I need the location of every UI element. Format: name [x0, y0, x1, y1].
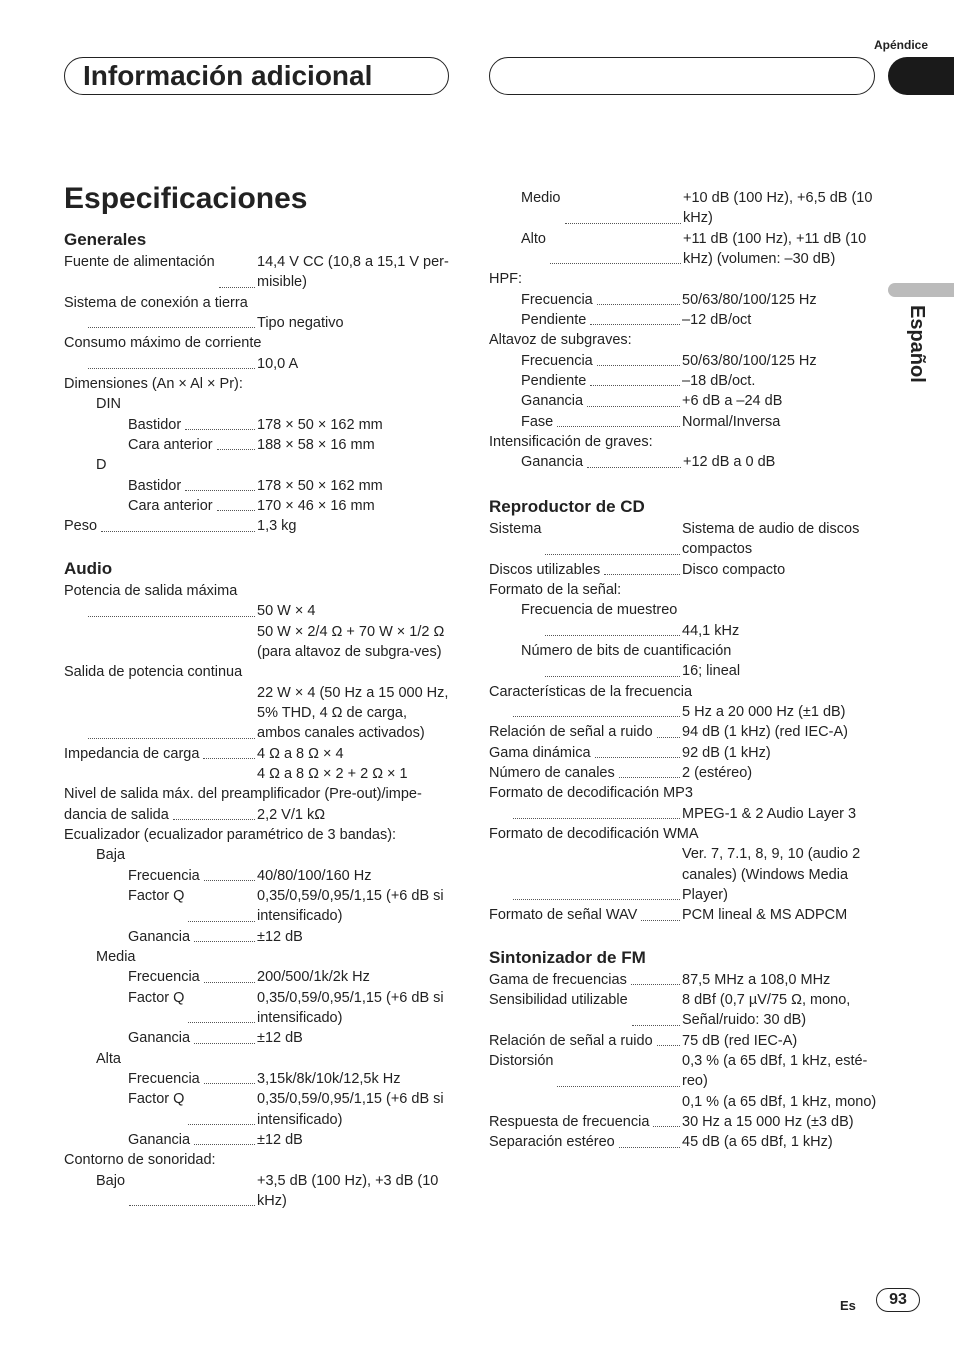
- leader-dots: [632, 990, 680, 1026]
- spec-value: 75 dB (red IEC-A): [682, 1032, 798, 1049]
- spec-label: Sistema de conexión a tierra: [64, 294, 248, 311]
- spec-label: Pendiente: [521, 312, 587, 329]
- leader-dots: [545, 621, 680, 636]
- spec-label: Frecuencia: [521, 291, 593, 308]
- spec-value: 14,4 V CC (10,8 a 15,1 V per-misible): [257, 254, 449, 291]
- page-title: Especificaciones: [64, 182, 308, 215]
- spec-label: Formato de la señal:: [489, 581, 622, 598]
- spec-row: [489, 1092, 879, 1112]
- spec-label: HPF:: [489, 271, 523, 288]
- spec-row: [64, 435, 454, 455]
- spec-row: [64, 683, 454, 744]
- spec-value: 50 W × 4: [257, 603, 316, 620]
- spec-value: –12 dB/oct: [682, 312, 752, 329]
- spec-label: Cara anterior: [128, 498, 213, 515]
- spec-row: [64, 1069, 454, 1089]
- spec-label: Alto: [521, 230, 546, 247]
- spec-row: [489, 804, 879, 824]
- spec-row: [64, 1130, 454, 1150]
- spec-label: Características de la frecuencia: [489, 683, 693, 700]
- spec-value: 0,35/0,59/0,95/1,15 (+6 dB si intensificado): [257, 1091, 444, 1128]
- spec-value: 2,2 V/1 kΩ: [257, 806, 326, 823]
- leader-dots: [188, 1089, 255, 1125]
- spec-row: [489, 722, 879, 742]
- leader-dots: [631, 970, 680, 985]
- leader-dots: [550, 229, 681, 265]
- spec-row: [489, 310, 879, 330]
- leader-dots: [619, 763, 680, 778]
- spec-label: Ganancia: [128, 1132, 191, 1149]
- spec-value: 16; lineal: [682, 663, 741, 680]
- spec-label: Relación de señal a ruido: [489, 1032, 653, 1049]
- spec-row: [489, 763, 879, 783]
- spec-label: Frecuencia: [128, 969, 200, 986]
- spec-value: 0,3 % (a 65 dBf, 1 kHz, esté-reo): [682, 1053, 868, 1090]
- spec-row: [489, 661, 879, 681]
- spec-label: Fase: [521, 413, 554, 430]
- leader-dots: [203, 744, 255, 759]
- spec-label: Nivel de salida máx. del preamplificador (Pre-out)/impe-: [64, 786, 422, 803]
- spec-label: Ecualizador (ecualizador paramétrico de 3 bandas):: [64, 826, 397, 843]
- spec-label: Salida de potencia continua: [64, 664, 243, 681]
- spec-label: Número de bits de cuantificación: [521, 642, 732, 659]
- spec-row: [64, 744, 454, 764]
- spec-label: Dimensiones (An × Al × Pr):: [64, 376, 243, 393]
- section-heading-cd: Reproductor de CD: [489, 496, 645, 516]
- spec-value: 200/500/1k/2k Hz: [257, 969, 370, 986]
- spec-label: Medio: [521, 190, 561, 206]
- spec-value: 4 Ω a 8 Ω × 2 + 2 Ω × 1: [257, 765, 408, 782]
- spec-label: Ganancia: [128, 1030, 191, 1047]
- spec-label: Formato de decodificación MP3: [489, 785, 693, 802]
- section-heading-generales: Generales: [64, 230, 147, 249]
- language-code: Es: [840, 1298, 856, 1313]
- spec-row: [489, 351, 879, 371]
- spec-row: [489, 1112, 879, 1132]
- spec-row: [489, 229, 879, 270]
- leader-dots: [88, 601, 255, 616]
- spec-label: Gama dinámica: [489, 744, 591, 761]
- spec-sublabel: DIN: [96, 396, 121, 413]
- spec-row: [489, 188, 879, 229]
- spec-row: [489, 844, 879, 905]
- spec-value: 30 Hz a 15 000 Hz (±3 dB): [682, 1114, 854, 1131]
- spec-row: [64, 252, 454, 293]
- spec-label: Sistema: [489, 520, 542, 537]
- spec-row: [64, 967, 454, 987]
- spec-row: [489, 519, 879, 560]
- spec-row: [64, 496, 454, 516]
- leader-dots: [557, 412, 680, 427]
- spec-sublabel: D: [96, 457, 107, 474]
- leader-dots: [188, 988, 255, 1024]
- leader-dots: [597, 351, 680, 366]
- leader-dots: [194, 1130, 255, 1145]
- spec-row: [64, 516, 454, 536]
- spec-value: Disco compacto: [682, 561, 786, 578]
- spec-value: 92 dB (1 kHz): [682, 744, 771, 761]
- leader-dots: [565, 188, 682, 224]
- spec-label: Peso: [64, 518, 98, 535]
- leader-dots: [204, 967, 255, 982]
- spec-row: [64, 866, 454, 886]
- spec-sublabel: Baja: [96, 847, 126, 864]
- spec-row: [489, 452, 879, 472]
- spec-label: Cara anterior: [128, 437, 213, 454]
- spec-row: [489, 391, 879, 411]
- spec-value: 44,1 kHz: [682, 622, 740, 639]
- section-title: Información adicional: [83, 60, 373, 91]
- spec-label: Intensificación de graves:: [489, 434, 653, 451]
- spec-value: Sistema de audio de discos compactos: [682, 520, 860, 558]
- spec-value: ±12 dB: [257, 1030, 303, 1047]
- leader-dots: [185, 476, 255, 491]
- leader-dots: [619, 1132, 680, 1147]
- spec-row: [64, 476, 454, 496]
- spec-row: [489, 290, 879, 310]
- leader-dots: [513, 804, 680, 819]
- spec-row: [489, 905, 879, 925]
- leader-dots: [513, 844, 680, 900]
- spec-value: PCM lineal & MS ADPCM: [682, 907, 848, 924]
- leader-dots: [657, 722, 680, 737]
- leader-dots: [587, 391, 680, 406]
- spec-row: [64, 764, 454, 784]
- page-number: 93: [876, 1288, 920, 1312]
- spec-row: [489, 743, 879, 763]
- spec-value: 50/63/80/100/125 Hz: [682, 291, 817, 308]
- leader-dots: [657, 1031, 680, 1046]
- leader-dots: [88, 354, 255, 369]
- spec-value: 94 dB (1 kHz) (red IEC-A): [682, 724, 848, 741]
- spec-value: 10,0 A: [257, 355, 299, 372]
- spec-value: MPEG-1 & 2 Audio Layer 3: [682, 805, 857, 822]
- leader-dots: [188, 886, 255, 922]
- spec-label: Discos utilizables: [489, 561, 601, 578]
- spec-value: 1,3 kg: [257, 518, 297, 535]
- spec-value: Tipo negativo: [257, 315, 344, 332]
- spec-label: Número de canales: [489, 764, 615, 781]
- spec-value: 87,5 MHz a 108,0 MHz: [682, 971, 831, 988]
- spec-row: [489, 371, 879, 391]
- spec-value: +11 dB (100 Hz), +11 dB (10 kHz) (volumen: –30 dB): [683, 230, 867, 268]
- spec-label: Consumo máximo de corriente: [64, 335, 262, 352]
- leader-dots: [604, 560, 680, 575]
- spec-row: [64, 415, 454, 435]
- spec-row: [489, 621, 879, 641]
- spec-value: 188 × 58 × 16 mm: [257, 437, 375, 454]
- section-heading-audio: Audio: [64, 558, 113, 578]
- spec-label: Respuesta de frecuencia: [489, 1114, 650, 1131]
- spec-value: 5 Hz a 20 000 Hz (±1 dB): [682, 703, 846, 720]
- spec-label: Formato de señal WAV: [489, 907, 638, 924]
- spec-value: ±12 dB: [257, 1132, 303, 1149]
- header-empty-box: [489, 57, 875, 95]
- leader-dots: [204, 1069, 255, 1084]
- leader-dots: [545, 519, 680, 555]
- spec-label: Formato de decodificación WMA: [489, 825, 699, 842]
- spec-row: [489, 1132, 879, 1152]
- spec-label: Potencia de salida máxima: [64, 582, 238, 599]
- spec-sublabel: Media: [96, 949, 136, 965]
- spec-label: Frecuencia: [521, 352, 593, 369]
- spec-label: dancia de salida: [64, 806, 169, 823]
- section-heading-fm: Sintonizador de FM: [489, 947, 646, 967]
- spec-value: 2 (estéreo): [682, 764, 753, 781]
- spec-value: –18 dB/oct.: [682, 373, 756, 390]
- leader-dots: [590, 371, 680, 386]
- leader-dots: [595, 743, 680, 758]
- spec-row: [489, 1051, 879, 1092]
- spec-label: Separación estéreo: [489, 1134, 615, 1151]
- spec-row: [489, 990, 879, 1031]
- spec-label: Gama de frecuencias: [489, 971, 627, 988]
- spec-row: [489, 702, 879, 722]
- spec-label: Ganancia: [128, 928, 191, 945]
- spec-value: 0,1 % (a 65 dBf, 1 kHz, mono): [682, 1093, 877, 1110]
- spec-label: Ganancia: [521, 393, 584, 410]
- spec-value: 0,35/0,59/0,95/1,15 (+6 dB si intensificado): [257, 989, 444, 1027]
- spec-label: Distorsión: [489, 1053, 554, 1070]
- spec-value: 8 dBf (0,7 µV/75 Ω, mono, Señal/ruido: 30 dB): [682, 992, 851, 1029]
- spec-value: 3,15k/8k/10k/12,5k Hz: [257, 1071, 401, 1088]
- leader-dots: [641, 905, 680, 920]
- spec-value: +10 dB (100 Hz), +6,5 dB (10 kHz): [683, 190, 873, 227]
- spec-row: [489, 560, 879, 580]
- leader-dots: [590, 310, 680, 325]
- spec-row: [64, 1089, 454, 1130]
- spec-value: 178 × 50 × 162 mm: [257, 477, 383, 494]
- leader-dots: [217, 435, 255, 450]
- spec-label: Factor Q: [128, 887, 185, 904]
- leader-dots: [88, 313, 255, 328]
- spec-row: [64, 622, 454, 663]
- spec-row: [489, 970, 879, 990]
- spec-label: Impedancia de carga: [64, 745, 200, 762]
- spec-value: +3,5 dB (100 Hz), +3 dB (10 kHz): [257, 1172, 439, 1210]
- spec-value: 0,35/0,59/0,95/1,15 (+6 dB si intensificado): [257, 887, 444, 925]
- spec-label: Bajo: [96, 1172, 126, 1189]
- spec-row: [64, 988, 454, 1029]
- spec-value: 40/80/100/160 Hz: [257, 867, 372, 884]
- leader-dots: [597, 290, 680, 305]
- header-black-tab: [888, 57, 954, 95]
- spec-row: [64, 354, 454, 374]
- spec-value: Ver. 7, 7.1, 8, 9, 10 (audio 2 canales) (Windows Media Player): [682, 846, 861, 903]
- spec-label: Frecuencia: [128, 867, 200, 884]
- spec-row: [489, 412, 879, 432]
- spec-row: [489, 1031, 879, 1051]
- spec-label: Bastidor: [128, 416, 182, 433]
- spec-label: Frecuencia de muestreo: [521, 602, 678, 619]
- left-column: [64, 230, 454, 1211]
- leader-dots: [194, 1028, 255, 1043]
- spec-row: [64, 927, 454, 947]
- spec-value: 178 × 50 × 162 mm: [257, 416, 383, 433]
- leader-dots: [653, 1112, 680, 1127]
- leader-dots: [185, 415, 255, 430]
- appendix-label: Apéndice: [873, 38, 928, 52]
- spec-value: ±12 dB: [257, 928, 303, 945]
- spec-label: Pendiente: [521, 373, 587, 390]
- spec-label: Altavoz de subgraves:: [489, 332, 632, 349]
- leader-dots: [513, 702, 680, 717]
- spec-label: Factor Q: [128, 1091, 185, 1108]
- spec-value: 22 W × 4 (50 Hz a 15 000 Hz, 5% THD, 4 Ω de carga, ambos canales activados): [257, 684, 449, 742]
- spec-label: Factor Q: [128, 989, 185, 1006]
- spec-value: +6 dB a –24 dB: [682, 393, 783, 410]
- spec-row: [64, 1028, 454, 1048]
- leader-dots: [88, 683, 255, 739]
- leader-dots: [587, 452, 681, 467]
- spec-label: Frecuencia: [128, 1071, 200, 1088]
- spec-label: Ganancia: [521, 454, 584, 471]
- spec-label: Contorno de sonoridad:: [64, 1152, 216, 1169]
- spec-label: Fuente de alimentación: [64, 254, 215, 270]
- spec-value: 50 W × 2/4 Ω + 70 W × 1/2 Ω (para altavoz de subgra-ves): [257, 623, 445, 660]
- leader-dots: [129, 1171, 255, 1207]
- spec-row: [64, 313, 454, 333]
- spec-label: Bastidor: [128, 477, 182, 494]
- section-title-box: [64, 57, 449, 95]
- leader-dots: [204, 866, 255, 881]
- spec-value: 4 Ω a 8 Ω × 4: [257, 745, 344, 762]
- right-column: [489, 188, 879, 1153]
- spec-label: Sensibilidad utilizable: [489, 992, 628, 1009]
- spec-row: [64, 601, 454, 621]
- spec-row: [64, 805, 454, 825]
- spec-value: 170 × 46 × 16 mm: [257, 498, 375, 515]
- spec-label: Relación de señal a ruido: [489, 724, 653, 741]
- language-tab-bar: [888, 283, 954, 297]
- leader-dots: [101, 516, 255, 531]
- leader-dots: [219, 252, 255, 288]
- spec-value: 50/63/80/100/125 Hz: [682, 352, 817, 369]
- leader-dots: [557, 1051, 680, 1087]
- leader-dots: [173, 805, 255, 820]
- leader-dots: [545, 661, 680, 676]
- language-side-label: Español: [906, 305, 928, 383]
- spec-row: [64, 886, 454, 927]
- leader-dots: [194, 927, 255, 942]
- leader-dots: [217, 496, 255, 511]
- spec-value: 45 dB (a 65 dBf, 1 kHz): [682, 1134, 833, 1151]
- spec-sublabel: Alta: [96, 1050, 121, 1067]
- spec-value: +12 dB a 0 dB: [683, 454, 776, 471]
- spec-row: [64, 1171, 454, 1212]
- spec-value: Normal/Inversa: [682, 413, 781, 430]
